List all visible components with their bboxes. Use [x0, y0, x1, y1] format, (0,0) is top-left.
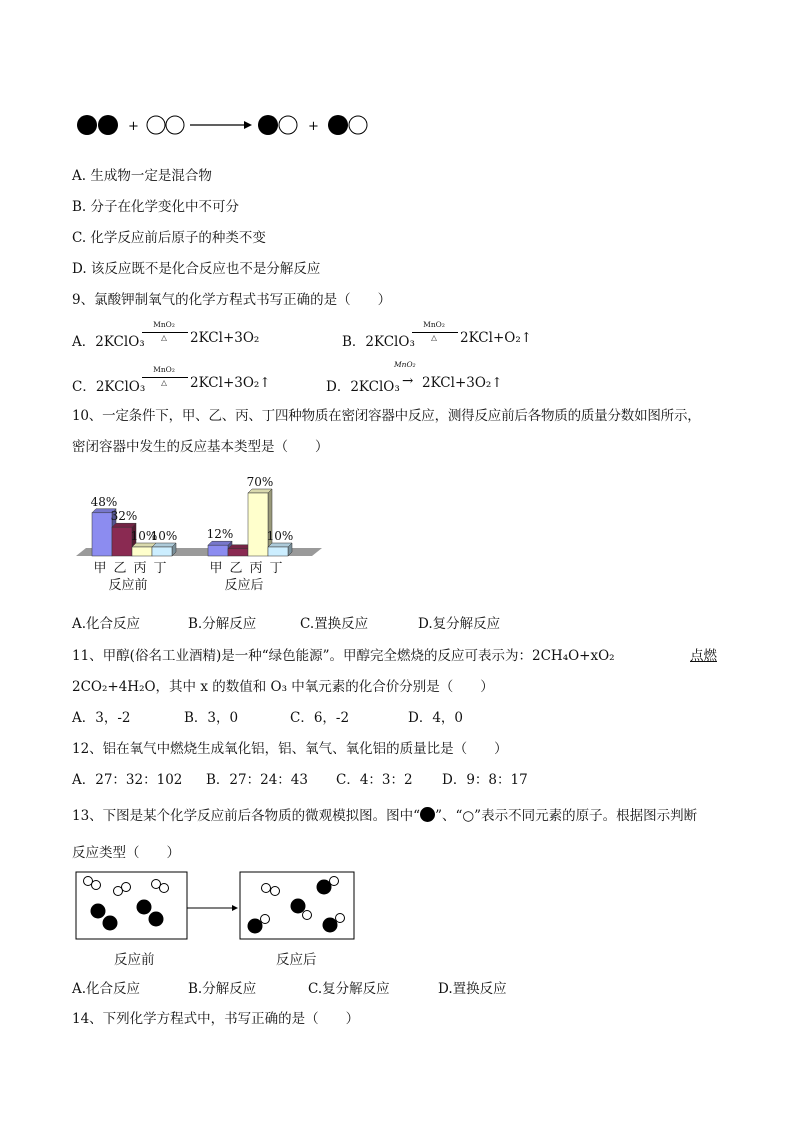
q9-a-catalyst: MnO₂	[153, 320, 175, 329]
q10-option-d: D.复分解反应	[418, 616, 501, 632]
q9-d-arrow: →	[402, 373, 414, 389]
q10-option-a: A.化合反应	[72, 616, 141, 632]
mass-fraction-bar-chart	[72, 462, 332, 594]
q9-stem: 9、氯酸钾制氧气的化学方程式书写正确的是（ ）	[72, 292, 392, 308]
q12-option-d: D．9：8：17	[442, 772, 528, 788]
q13-stem-line2: 反应类型（ ）	[72, 845, 180, 861]
bar-top	[112, 523, 136, 527]
q9-c-catalyst: MnO₂	[153, 365, 175, 374]
q13-micro-diagram	[72, 868, 372, 944]
category-label: 乙	[229, 561, 243, 576]
bar	[152, 547, 172, 556]
category-label: 丙	[249, 561, 263, 576]
q12-option-a: A．27：32：102	[72, 772, 183, 788]
q11-condition: 点燃	[690, 648, 717, 664]
q11-option-d: D．4，0	[408, 710, 464, 726]
bar	[208, 545, 228, 556]
q13-option-d: D.置换反应	[438, 981, 507, 997]
q8-option-c: C. 化学反应前后原子的种类不变	[72, 230, 266, 246]
q8-option-a: A. 生成物一定是混合物	[72, 168, 212, 184]
category-label: 甲	[93, 561, 107, 576]
category-label: 丙	[133, 561, 147, 576]
q12-option-b: B．27：24：43	[206, 772, 308, 788]
q9-option-d-rhs: 2KCl+3O₂↑	[422, 375, 503, 391]
q9-option-b-lhs: B．2KClO₃	[342, 334, 415, 350]
q13-label-after: 反应后	[276, 952, 317, 968]
q11-option-c: C．6，-2	[290, 710, 350, 726]
q13-option-c: C.复分解反应	[308, 981, 390, 997]
bar-top	[208, 541, 232, 545]
bar	[228, 549, 248, 556]
black-atom-icon	[420, 807, 435, 822]
bar-data-label: 10%	[130, 529, 158, 543]
bar-data-label: 10%	[150, 529, 178, 543]
q11-stem-line2: 2CO₂+4H₂O，其中 x 的数值和 O₃ 中氧元素的化合价分别是（ ）	[72, 679, 494, 695]
q9-b-catalyst: MnO₂	[423, 320, 445, 329]
q9-d-catalyst: MnO₂	[394, 360, 416, 369]
q9-c-heat: △	[161, 378, 167, 387]
q13-stem-line1	[72, 804, 697, 824]
group-label: 反应前	[108, 578, 148, 593]
q9-option-a-rhs: 2KCl+3O₂	[190, 330, 260, 346]
bar-data-label: 10%	[266, 529, 294, 543]
bar-data-label: 48%	[90, 494, 118, 509]
q8-reaction-diagram	[72, 108, 382, 144]
q8-option-b: B. 分子在化学变化中不可分	[72, 199, 240, 215]
bar-top	[248, 489, 272, 493]
bar-data-label: 12%	[206, 527, 234, 542]
q9-a-heat: △	[161, 333, 167, 342]
q11-option-a: A．3，-2	[72, 710, 131, 726]
q13-stem-part1: 13、下图是某个化学反应前后各物质的微观模拟图。图中“	[72, 808, 421, 824]
bar	[132, 547, 152, 556]
bar	[248, 493, 268, 556]
q12-option-c: C．4：3：2	[336, 772, 413, 788]
bar-top	[152, 543, 176, 547]
q10-stem-line1: 10、一定条件下，甲、乙、丙、丁四种物质在密闭容器中反应，测得反应前后各物质的质量分数如图所示，	[72, 408, 701, 424]
q11-option-b: B．3，0	[184, 710, 239, 726]
q14-stem: 14、下列化学方程式中，书写正确的是（ ）	[72, 1011, 360, 1027]
group-label: 反应后	[224, 578, 264, 593]
category-label: 甲	[209, 561, 223, 576]
bar	[112, 527, 132, 556]
q9-option-d-lhs: D．2KClO₃	[326, 379, 400, 395]
category-label: 丁	[153, 561, 167, 576]
q9-b-heat: △	[431, 333, 437, 342]
bar-data-label: 32%	[110, 509, 138, 524]
bar-top	[268, 543, 292, 547]
q8-option-d: D. 该反应既不是化合反应也不是分解反应	[72, 261, 321, 277]
q10-option-b: B.分解反应	[188, 616, 257, 632]
q9-option-c-lhs: C．2KClO₃	[72, 379, 146, 395]
bar	[92, 513, 112, 556]
q10-option-c: C.置换反应	[300, 616, 369, 632]
q10-stem-line2: 密闭容器中发生的反应基本类型是（ ）	[72, 439, 329, 455]
q13-option-a: A.化合反应	[72, 981, 141, 997]
bar-data-label: 70%	[246, 475, 274, 489]
q11-stem-line1: 11、甲醇(俗名工业酒精)是一种“绿色能源”。甲醇完全燃烧的反应可表示为：2CH₄O+xO₂	[72, 648, 615, 664]
q13-stem-part2: ”、“○”表示不同元素的原子。根据图示判断	[435, 808, 698, 824]
q9-option-c-rhs: 2KCl+3O₂↑	[190, 375, 271, 391]
q12-stem: 12、铝在氧气中燃烧生成氧化铝，铝、氧气、氧化铝的质量比是（ ）	[72, 741, 508, 757]
q9-option-a-lhs: A．2KClO₃	[72, 334, 145, 350]
q13-option-b: B.分解反应	[188, 981, 257, 997]
bar	[268, 547, 288, 556]
q13-label-before: 反应前	[114, 952, 155, 968]
plus-sign-2: +	[308, 119, 319, 134]
plus-sign: +	[128, 119, 139, 134]
category-label: 乙	[113, 561, 127, 576]
category-label: 丁	[269, 561, 283, 576]
q9-option-b-rhs: 2KCl+O₂↑	[460, 330, 533, 346]
